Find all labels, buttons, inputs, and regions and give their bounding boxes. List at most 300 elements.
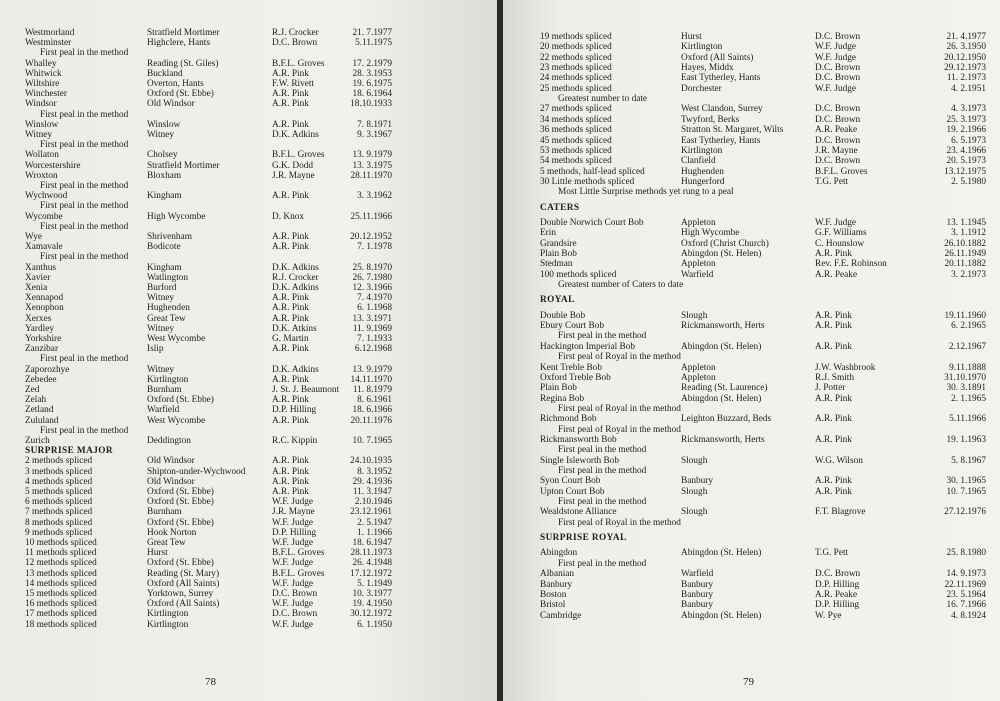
method-cell: Zed [25,385,40,395]
ringer-cell: D.K. Adkins [272,130,319,140]
place-cell: Oxford (St. Ebbe) [147,517,214,528]
date-cell: 10. 3.1977 [352,589,392,599]
date-cell: 2. 1.1965 [951,393,986,404]
method-cell: Witney [25,130,52,140]
method-cell: Xanthus [25,262,56,273]
section-heading [503,533,1000,544]
place-cell: Witney [147,364,174,375]
ringer-cell: W.F. Judge [272,558,314,569]
ringer-cell: W.G. Wilson [815,455,863,466]
ringer-cell: D.C. Brown [815,114,861,125]
date-cell: 5.11.1975 [355,38,392,49]
method-cell: Abingdon [540,548,578,559]
place-cell: Kirtlington [147,609,189,620]
place-cell: Great Tew [147,538,186,548]
place-cell: Hurst [147,548,168,559]
note-text: Greatest number of Caters to date [558,280,684,291]
place-cell: Shipton-under-Wychwood [147,466,246,477]
date-cell: 11. 9.1969 [352,323,392,334]
note-line [503,559,1000,570]
ringer-cell: A.R. Pink [272,395,309,406]
place-cell: Appleton [681,372,716,383]
note-line [503,497,1000,508]
ringer-cell: G.F. Williams [815,228,867,239]
method-cell: Grandsire [540,238,577,249]
place-cell: Bodicote [147,242,181,253]
date-cell: 31.10.1970 [944,372,986,383]
date-cell: 20.11.1882 [944,259,986,270]
page-number-left: 78 [205,676,216,688]
method-cell: Hackington Imperial Bob [540,341,636,352]
date-cell: 19. 4.1950 [352,599,392,610]
method-cell: Windsor [25,99,57,110]
note-text: First peal in the method [40,425,129,436]
place-cell: Hurst [681,32,702,42]
ringer-cell: D. Knox [272,211,305,222]
place-cell: West Clandon, Surrey [681,104,763,115]
ringer-cell: D.C. Brown [815,104,861,115]
section-heading [503,295,1000,306]
method-cell: Winchester [25,89,67,100]
method-cell: Plain Bob [540,249,577,259]
date-cell: 28.11.1970 [350,170,392,181]
place-cell: Slough [681,455,708,466]
date-cell: 17. 2.1979 [352,58,392,69]
note-text: Greatest number to date [558,94,648,105]
ringer-cell: B.F.L. Groves [272,150,325,161]
method-cell: Single Isleworth Bob [540,455,620,466]
date-cell: 9. 3.1967 [357,130,392,140]
ringer-cell: A.R. Pink [272,89,309,100]
date-cell: 20.12.1952 [350,232,392,242]
method-cell: Regina Bob [540,393,585,404]
note-line [503,466,1000,477]
date-cell: 9.11.1888 [949,362,986,373]
method-cell: Whalley [25,58,57,69]
peal-row [503,115,1000,126]
date-cell: 22.11.1969 [944,579,986,590]
ringer-cell: R.J. Crocker [272,28,319,38]
ringer-cell: W.F. Judge [815,42,857,53]
ringer-cell: J.R. Mayne [272,170,315,181]
ringer-cell: D.P. Hilling [272,405,317,416]
method-cell: 5 methods spliced [25,487,93,497]
peal-row [503,580,1000,591]
method-cell: 12 methods spliced [25,558,97,569]
place-cell: Slough [681,486,708,497]
place-cell: Rickmansworth, Herts [681,321,765,332]
ringer-cell: W.F. Judge [815,83,857,94]
peal-row [503,42,1000,53]
method-cell: 54 methods spliced [540,156,612,167]
method-cell: Double Norwich Court Bob [540,217,644,228]
note-text: First peal in the method [40,140,129,151]
ringer-cell: W.F. Judge [815,217,857,228]
place-cell: Appleton [681,217,716,228]
ringer-cell: D.C. Brown [815,156,861,167]
method-cell: Zebedee [25,374,57,385]
date-cell: 28.11.1973 [350,548,392,559]
method-cell: Wroxton [25,170,58,181]
method-cell: Syon Court Bob [540,476,601,487]
ringer-cell: W.F. Judge [272,497,314,508]
ringer-cell: W.F. Judge [272,619,314,630]
ringer-cell: W.F. Judge [272,538,314,548]
method-cell: Wye [25,232,42,242]
ringer-cell: A.R. Pink [272,99,309,110]
note-text: First peal of Royal in the method [558,352,681,363]
method-cell: Worcestershire [25,160,81,171]
peal-row [503,239,1000,250]
ringer-cell: A.R. Pink [272,303,309,314]
method-cell: Wychwood [25,191,68,202]
place-cell: Slough [681,507,708,518]
place-cell: Oxford (St. Ebbe) [147,558,214,569]
date-cell: 29. 4.1936 [352,476,392,487]
note-text: First peal in the method [40,354,129,365]
date-cell: 5. 8.1967 [951,455,986,466]
date-cell: 28. 3.1953 [352,68,392,79]
date-cell: 30. 1.1965 [946,476,986,487]
page-number-right: 79 [743,676,754,688]
place-cell: Overton, Hants [147,79,204,89]
ringer-cell: A.R. Pink [272,466,309,477]
method-cell: Wealdstone Alliance [540,507,617,518]
place-cell: Shrivenham [147,232,192,242]
date-cell: 3. 3.1962 [357,191,392,202]
ringer-cell: Rev. F.E. Robinson [815,259,887,270]
date-cell: 27.12.1976 [944,507,986,518]
date-cell: 14.11.1970 [350,374,392,385]
place-cell: Old Windsor [147,476,195,487]
method-cell: Zaporozhye [25,364,70,375]
place-cell: Kingham [147,262,182,273]
peal-row [503,104,1000,115]
place-cell: Deddington [147,436,191,446]
note-line [503,280,1000,291]
ringer-cell: D.C. Brown [272,589,318,599]
ringer-cell: R.C. Kippin [272,436,318,446]
peal-row [503,125,1000,136]
place-cell: Old Windsor [147,99,195,110]
date-cell: 16. 7.1966 [946,600,986,611]
date-cell: 2.12.1967 [948,341,986,352]
ringer-cell: T.G. Pett [815,176,849,187]
ringer-cell: A.R. Pink [272,68,309,79]
method-cell: 34 methods spliced [540,114,612,125]
place-cell: Warfield [681,269,714,280]
method-cell: 23 methods spliced [540,63,612,74]
place-cell: Cholsey [147,150,178,161]
date-cell: 7. 1.1978 [357,242,392,253]
place-cell: East Tytherley, Hants [681,135,761,146]
date-cell: 5.11.1966 [949,414,986,425]
place-cell: Hughenden [681,166,724,177]
note-line [503,425,1000,436]
peal-row [503,414,1000,425]
place-cell: Hungerford [681,176,725,187]
note-line [503,187,1000,198]
ringer-cell: A.R. Peake [815,269,858,280]
ringer-cell: D.P. Hilling [815,579,860,590]
place-cell: Witney [147,323,174,334]
place-cell: Abingdon (St. Helen) [681,610,762,621]
place-cell: Reading (St. Giles) [147,58,219,69]
date-cell: 18. 6.1966 [352,405,392,416]
method-cell: 53 methods spliced [540,145,612,156]
ringer-cell: A.R. Pink [815,486,852,497]
place-cell: Abingdon (St. Helen) [681,249,762,259]
peal-row [503,590,1000,601]
date-cell: 10. 7.1965 [352,436,392,446]
date-cell: 11. 3.1947 [352,487,392,497]
method-cell: 4 methods spliced [25,476,93,487]
date-cell: 5. 1.1949 [357,578,392,589]
place-cell: Rickmansworth, Herts [681,434,765,445]
date-cell: 26. 7.1980 [352,272,392,283]
place-cell: Hayes, Middx [681,63,734,74]
method-cell: 11 methods spliced [25,548,97,559]
method-cell: Zelah [25,395,47,406]
ringer-cell: A.R. Pink [272,476,309,487]
ringer-cell: W. Pye [815,610,842,621]
method-cell: 36 methods spliced [540,125,612,136]
peal-row [503,63,1000,74]
ringer-cell: D.C. Brown [272,38,318,49]
method-cell: 22 methods spliced [540,52,612,63]
ringer-cell: A.R. Pink [815,414,852,425]
method-cell: Xenia [25,283,48,293]
place-cell: Dorchester [681,83,722,94]
ringer-cell: J. St. J. Beaumont [272,385,340,395]
method-cell: Zululand [25,415,59,426]
peal-row [503,321,1000,332]
date-cell: 13. 9.1979 [352,364,392,375]
date-cell: 18. 6.1947 [352,538,392,548]
place-cell: Watlington [147,272,189,283]
place-cell: Yorktown, Surrey [147,589,214,599]
ringer-cell: A.R. Pink [272,313,309,324]
peal-row [503,363,1000,374]
note-line [503,94,1000,105]
date-cell: 7. 4.1970 [357,293,392,304]
ringer-cell: A.R. Pink [272,232,309,242]
ringer-cell: A.R. Peake [815,125,858,136]
date-cell: 2.10.1946 [354,497,392,508]
place-cell: Burnham [147,507,182,518]
date-cell: 4. 2.1951 [951,83,986,94]
ringer-cell: B.F.L. Groves [272,568,325,579]
date-cell: 23. 4.1966 [946,145,986,156]
note-line [503,331,1000,342]
date-cell: 13.12.1975 [944,166,986,177]
method-cell: 18 methods spliced [25,619,97,630]
place-cell: Abingdon (St. Helen) [681,393,762,404]
date-cell: 13. 1.1945 [946,217,986,228]
note-text: First peal of Royal in the method [558,517,681,528]
peal-row [503,156,1000,167]
method-cell: Ebury Court Bob [540,321,605,332]
place-cell: West Wycombe [147,415,206,426]
date-cell: 18. 6.1964 [352,89,392,100]
method-cell: Rickmansworth Bob [540,434,617,445]
place-cell: Oxford (St. Ebbe) [147,89,214,100]
ringer-cell: R.J. Crocker [272,272,319,283]
date-cell: 13. 3.1971 [352,313,392,324]
ringer-cell: D.C. Brown [815,135,861,146]
peal-row [503,507,1000,518]
peal-row [503,53,1000,64]
date-cell: 20.11.1976 [350,415,392,426]
place-cell: Twyford, Berks [681,114,740,125]
ringer-cell: A.R. Pink [272,119,309,130]
date-cell: 12. 3.1966 [352,283,392,293]
method-cell: Zetland [25,405,54,416]
method-cell: Plain Bob [540,383,577,394]
date-cell: 6. 5.1973 [951,135,986,146]
ringer-cell: B.F.L. Groves [815,166,868,177]
place-cell: Stratton St. Margaret, Wilts [681,125,784,136]
section-heading-text: ROYAL [540,295,575,306]
place-cell: Oxford (All Saints) [681,52,754,63]
place-cell: Winslow [147,119,181,130]
ringer-cell: W.F. Judge [272,517,314,528]
place-cell: Warfield [681,569,714,580]
method-cell: 24 methods spliced [540,73,612,84]
ringer-cell: D.C. Brown [815,73,861,84]
date-cell: 25. 3.1973 [946,114,986,125]
place-cell: High Wycombe [147,211,206,222]
date-cell: 11. 2.1973 [946,73,986,84]
date-cell: 25. 8.1970 [352,262,392,273]
method-cell: 45 methods spliced [540,135,612,146]
date-cell: 1. 1.1966 [357,527,392,538]
date-cell: 21. 7.1977 [352,28,392,38]
ringer-cell: A.R. Pink [272,293,309,304]
note-text: First peal in the method [558,331,647,342]
date-cell: 19. 1.1963 [946,434,986,445]
method-cell: Erin [540,228,557,239]
date-cell: 24.10.1935 [350,456,392,467]
date-cell: 25. 8.1980 [946,548,986,559]
date-cell: 21. 4.1977 [946,32,986,42]
ringer-cell: D.K. Atkins [272,323,317,334]
ringer-cell: A.R. Pink [272,344,309,355]
method-cell: 16 methods spliced [25,599,97,610]
date-cell: 20.12.1950 [944,52,986,63]
ringer-cell: D.P. Hilling [272,527,317,538]
place-cell: Appleton [681,259,716,270]
method-cell: 19 methods spliced [540,32,612,42]
method-cell: 13 methods spliced [25,568,97,579]
method-cell: Oxford Treble Bob [540,372,611,383]
peal-row [0,620,497,631]
method-cell: 17 methods spliced [25,609,97,620]
note-text: First peal of Royal in the method [558,424,681,435]
method-cell: Zanzibar [25,344,59,355]
peal-row [503,32,1000,43]
ringer-cell: W.F. Judge [272,578,314,589]
method-cell: Albanian [540,569,575,580]
date-cell: 19. 2.1966 [946,125,986,136]
ringer-cell: D.C. Brown [815,63,861,74]
peal-row [503,435,1000,446]
note-text: First peal in the method [558,466,647,476]
section-heading [503,203,1000,214]
ringer-cell: W.F. Judge [272,599,314,610]
date-cell: 13. 9.1979 [352,150,392,161]
ringer-cell: A.R. Pink [815,310,852,321]
place-cell: Oxford (St. Ebbe) [147,487,214,497]
date-cell: 2. 5.1947 [357,517,392,528]
date-cell: 6.12.1968 [354,344,392,355]
place-cell: Abingdon (St. Helen) [681,341,762,352]
method-cell: 20 methods spliced [540,42,612,53]
ringer-cell: J. Potter [815,383,846,394]
ringer-cell: A.R. Pink [272,456,309,467]
peal-row [503,136,1000,147]
date-cell: 4. 8.1924 [951,610,986,621]
method-cell: Westminster [25,38,72,49]
place-cell: Oxford (St. Ebbe) [147,395,214,406]
method-cell: Upton Court Bob [540,486,605,497]
date-cell: 7. 1.1933 [357,334,392,344]
method-cell: Stedman [540,259,573,270]
date-cell: 20. 5.1973 [946,156,986,167]
method-cell: 5 methods, half-lead spliced [540,166,645,177]
peal-row [503,456,1000,467]
date-cell: 8. 3.1952 [357,466,392,477]
note-text: First peal in the method [558,558,647,569]
place-cell: Oxford (St. Ebbe) [147,497,214,508]
peal-row [503,177,1000,188]
peal-row [503,487,1000,498]
method-cell: 10 methods spliced [25,538,97,548]
place-cell: Appleton [681,362,716,373]
date-cell: 19.11.1960 [944,310,986,321]
ringer-cell: B.F.L. Groves [272,58,325,69]
ringer-cell: D.K. Adkins [272,283,319,293]
ringer-cell: A.R. Pink [272,374,309,385]
place-cell: Hook Norton [147,527,197,538]
ringer-cell: A.R. Pink [272,191,309,202]
date-cell: 17.12.1972 [350,568,392,579]
place-cell: Kirtlington [147,619,189,630]
ringer-cell: D.K. Adkins [272,364,319,375]
note-text: First peal in the method [40,252,129,263]
date-cell: 6. 2.1965 [951,321,986,332]
method-cell: Double Bob [540,310,586,321]
right-page [503,0,1000,701]
place-cell: Banbury [681,476,714,487]
ringer-cell: T.G. Pett [815,548,849,559]
ringer-cell: J.W. Washbrook [815,362,876,373]
ringer-cell: A.R. Peake [815,589,858,600]
note-text: First peal in the method [40,201,129,212]
method-cell: 15 methods spliced [25,589,97,599]
method-cell: 100 methods spliced [540,269,617,280]
ringer-cell: R.J. Smith [815,372,855,383]
method-cell: Wiltshire [25,79,60,89]
date-cell: 14. 9.1973 [946,569,986,580]
method-cell: Xenophon [25,303,64,314]
method-cell: Boston [540,589,567,600]
place-cell: Old Windsor [147,456,195,467]
peal-row [503,218,1000,229]
date-cell: 26.10.1882 [944,238,986,249]
note-text: First peal in the method [40,181,129,191]
date-cell: 13. 3.1975 [352,160,392,171]
